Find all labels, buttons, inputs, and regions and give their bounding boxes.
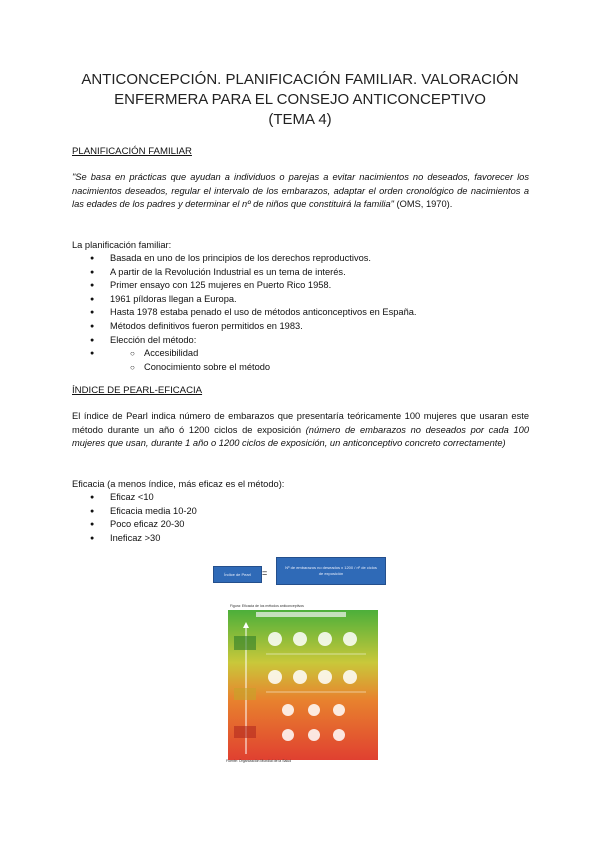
- planificacion-list: [72, 252, 417, 374]
- list-item: ● A partir de la Revolución Industrial es un tema de interés.: [72, 266, 417, 280]
- method-icon: [333, 729, 345, 741]
- method-icon: [268, 670, 282, 684]
- list-item: ● Basada en uno de los principios de los derechos reproductivos.: [72, 252, 417, 266]
- method-icon: [318, 670, 332, 684]
- method-icon: [343, 632, 357, 646]
- figure-caption-top: Figura: Eficacia de los métodos anticonceptivos: [230, 604, 304, 608]
- method-icon: [282, 729, 294, 741]
- method-icon: [308, 729, 320, 741]
- pearl-paragraph: [72, 410, 529, 451]
- list-item: ● Ineficaz >30: [72, 532, 197, 546]
- pearl-text-italic: (número de embarazos no deseados por cada 100 mujeres que usan, durante 1 año o 1200 ciclos de exposición, un anticonceptivo concreto correctamente): [72, 424, 529, 449]
- method-icon: [343, 670, 357, 684]
- section-heading-planificacion: PLANIFICACIÓN FAMILIAR: [72, 146, 192, 157]
- pearl-text: El índice de Pearl indica número de embarazos que presentaría teóricamente 100 mujeres que usaran este método durante un año ó 1200 ciclos de exposición: [72, 411, 529, 435]
- page-title: [40, 70, 560, 130]
- metodo-sub-list: [72, 347, 417, 374]
- list-item: ● 1961 píldoras llegan a Europa.: [72, 293, 417, 307]
- formula-operator: =: [262, 568, 268, 578]
- method-icon: [318, 632, 332, 646]
- eficacia-list: [72, 491, 197, 545]
- formula-right-box: Nº de embarazos no deseados x 1200 / nº de ciclos de exposición: [276, 557, 386, 585]
- list-item: ● Eficaz <10: [72, 491, 197, 505]
- list-item: ● Eficacia media 10-20: [72, 505, 197, 519]
- intro-text: La planificación familiar:: [72, 240, 172, 250]
- method-icon: [293, 632, 307, 646]
- label-more-effective: [234, 636, 256, 650]
- list-item: ● Elección del método:: [72, 334, 417, 348]
- oms-quote: [72, 171, 529, 212]
- method-icon: [282, 704, 294, 716]
- title-line-2: ENFERMERA PARA EL CONSEJO ANTICONCEPTIVO: [114, 91, 486, 108]
- list-item: ● Hasta 1978 estaba penado el uso de métodos anticonceptivos en España.: [72, 306, 417, 320]
- list-item: ● Poco eficaz 20-30: [72, 518, 197, 532]
- sub-list-container: [72, 347, 417, 374]
- method-icon: [308, 704, 320, 716]
- chart-header: [256, 612, 346, 617]
- section-heading-pearl: ÍNDICE DE PEARL-EFICACIA: [72, 385, 203, 396]
- efficacy-chart-figure: [226, 604, 380, 764]
- method-icon: [293, 670, 307, 684]
- method-icon: [268, 632, 282, 646]
- figure-caption-bottom: Fuente: Organización Mundial de la Salud: [226, 759, 292, 763]
- label-medium-effective: [234, 688, 256, 700]
- list-item: ● Métodos definitivos fueron permitidos en 1983.: [72, 320, 417, 334]
- quote-source: (OMS, 1970).: [393, 199, 453, 210]
- sub-list-item: ○ ● Accesibilidad: [72, 347, 417, 361]
- formula-left-box: Índice de Pearl: [213, 566, 262, 583]
- label-less-effective: [234, 726, 256, 738]
- sub-list-item: ○ Conocimiento sobre el método: [72, 361, 417, 375]
- eficacia-intro: Eficacia (a menos índice, más eficaz es el método):: [72, 479, 285, 489]
- title-line-3: (TEMA 4): [268, 111, 332, 128]
- quote-text: "Se basa en prácticas que ayudan a individuos o parejas a evitar nacimientos no deseados, favorecer los nacimientos deseados, regular el intervalo de los embarazos, adaptar el orden cronológico de nacimientos a las edades de los padres y determinar el nº de niños que constituirá la familia": [72, 172, 529, 210]
- title-line-1: ANTICONCEPCIÓN. PLANIFICACIÓN FAMILIAR. VALORACIÓN: [81, 71, 519, 88]
- list-item: ● Primer ensayo con 125 mujeres en Puerto Rico 1958.: [72, 279, 417, 293]
- method-icon: [333, 704, 345, 716]
